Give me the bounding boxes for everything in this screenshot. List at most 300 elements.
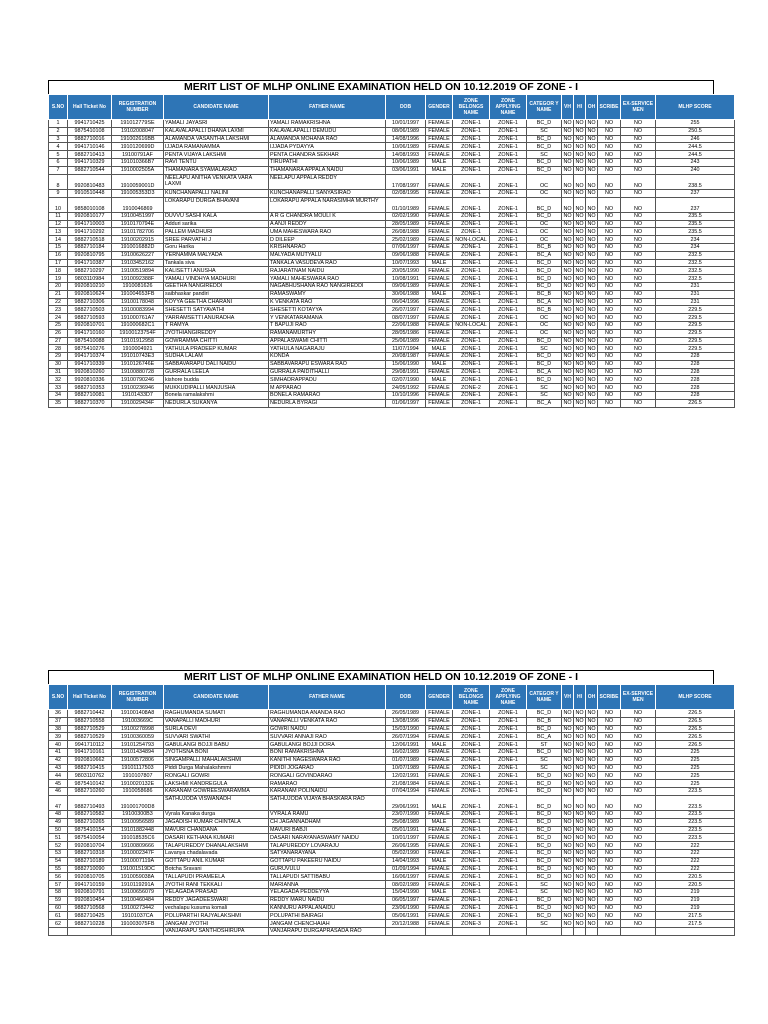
table-cell: BC_D — [527, 857, 562, 865]
table-cell: 19100572​806 — [112, 756, 164, 764]
table-row — [49, 873, 735, 881]
table-cell: NO — [598, 321, 621, 329]
table-cell: ZONE-1 — [453, 314, 490, 322]
table-cell: Piddi Durga Mahalakshmmi — [164, 764, 269, 772]
table-cell: BC_D — [527, 826, 562, 834]
column-header: SCRIBE — [598, 685, 621, 710]
table-cell: ZONE-1 — [453, 795, 490, 810]
table-cell: ZONE-1 — [490, 865, 527, 873]
table-cell: FEMALE — [426, 135, 453, 143]
column-header: REGISTRATION NUMBER — [112, 685, 164, 710]
table-cell: FEMALE — [426, 353, 453, 361]
table-cell: FEMALE — [426, 756, 453, 764]
table-cell: 217.5 — [656, 920, 735, 928]
table-cell: 10 — [49, 197, 68, 212]
table-cell: NAGABHUSHANA RAO NANGIREDDI — [269, 282, 386, 290]
table-cell: SC — [527, 127, 562, 135]
table-cell: NO — [598, 834, 621, 842]
table-cell: TALLAPUDI PRAMEELA — [164, 873, 269, 881]
table-cell: NO — [563, 858, 572, 865]
table-cell: ZONE-1 — [490, 282, 527, 290]
table-cell: ZONE-1 — [490, 888, 527, 896]
table-cell: REDDY JAGADEESWARI — [164, 896, 269, 904]
table-cell: ZONE-1 — [453, 174, 490, 189]
table-cell: NO — [575, 376, 584, 383]
table-cell: NO — [575, 811, 584, 818]
merit-table — [48, 94, 735, 408]
table-cell: FEMALE — [426, 881, 453, 889]
column-header: FATHER NAME — [269, 95, 386, 120]
table-cell: NO — [621, 826, 656, 834]
table-cell: Goru Harika — [164, 243, 269, 251]
table-cell: FEMALE — [426, 780, 453, 788]
table-cell: NO — [621, 741, 656, 749]
table-cell: NO — [587, 345, 596, 352]
table-cell: NO — [598, 772, 621, 780]
table-cell: APPALASWAMI CHITTI — [269, 337, 386, 345]
table-cell: 237 — [656, 189, 735, 197]
table-cell: NO — [575, 361, 584, 368]
table-cell: SUDHA LALAM — [164, 353, 269, 361]
table-cell: NO — [575, 819, 584, 826]
table-cell: ZONE-1 — [490, 228, 527, 236]
table-cell: ZONE-1 — [453, 756, 490, 764]
table-cell: ZONE-1 — [490, 174, 527, 189]
table-cell: NO — [621, 772, 656, 780]
table-cell: FEMALE — [426, 873, 453, 881]
table-cell: 01/10/1989 — [386, 197, 426, 212]
table-cell: BC_D — [527, 275, 562, 283]
table-row — [49, 127, 735, 135]
table-cell: 223.5 — [656, 834, 735, 842]
table-cell: 19101707​94E — [112, 220, 164, 228]
table-cell: BC_D — [527, 135, 562, 143]
table-cell: YAMALI JAYASRI — [164, 120, 269, 128]
table-cell: ZONE-1 — [490, 135, 527, 143]
table-cell: 26 — [49, 329, 68, 337]
table-cell: NO — [587, 392, 596, 399]
table-row — [49, 748, 735, 756]
table-cell: 19100465​3FB — [112, 290, 164, 298]
column-header: SCRIBE — [598, 95, 621, 120]
table-cell: BC_D — [527, 912, 562, 920]
table-cell: ZONE-1 — [453, 228, 490, 236]
table-cell: NO — [598, 896, 621, 904]
table-cell: KARANAM GOWREESWARAMMA — [164, 787, 269, 795]
table-cell: 9920810336 — [68, 376, 112, 384]
table-cell: 9920810624 — [68, 290, 112, 298]
table-cell: 19100023​47F — [112, 849, 164, 857]
table-row — [49, 741, 735, 749]
table-cell: NO — [575, 353, 584, 360]
table-cell: BC_D — [527, 282, 562, 290]
table-cell: ZONE-1 — [490, 166, 527, 174]
column-header: GENDER — [426, 685, 453, 710]
table-cell: ZONE-1 — [453, 399, 490, 407]
table-cell: ZONE-1 — [453, 251, 490, 259]
table-cell: ZONE-1 — [453, 189, 490, 197]
table-cell: 225 — [656, 756, 735, 764]
table-cell: NO — [621, 353, 656, 361]
table-row — [49, 360, 735, 368]
table-cell: 9941710112 — [68, 741, 112, 749]
table-cell: FEMALE — [426, 189, 453, 197]
table-cell: NO — [562, 174, 574, 189]
table-cell: NO — [563, 120, 572, 127]
table-cell: NO — [587, 897, 596, 904]
table-cell: NO — [575, 384, 584, 391]
table-cell: JYOTHIANGIREDDY — [164, 329, 269, 337]
table-cell: 48 — [49, 810, 68, 818]
table-cell: NO — [621, 360, 656, 368]
table-cell: SHESETTI KOTAYYA — [269, 306, 386, 314]
table-cell: ZONE-1 — [453, 143, 490, 151]
table-cell: BC_B — [527, 306, 562, 314]
table-cell: JANGAM CHENCHAIAH — [269, 920, 386, 928]
table-cell: ZONE-1 — [453, 197, 490, 212]
table-cell: NO — [621, 881, 656, 889]
table-cell: FEMALE — [426, 710, 453, 718]
table-cell: 223.5 — [656, 810, 735, 818]
table-cell: NO — [598, 904, 621, 912]
table-cell: ZONE-1 — [490, 298, 527, 306]
table-cell: 51 — [49, 834, 68, 842]
table-cell: NO — [621, 151, 656, 159]
table-cell: MALE — [426, 360, 453, 368]
merit-table — [48, 684, 735, 936]
table-row — [49, 329, 735, 337]
table-cell: 10/06/1989 — [386, 143, 426, 151]
table-cell: NO — [563, 764, 572, 771]
table-cell: 225 — [656, 764, 735, 772]
table-row — [49, 818, 735, 826]
table-cell: ZONE-1 — [453, 353, 490, 361]
table-cell: 9882710425 — [68, 912, 112, 920]
table-cell: NO — [587, 819, 596, 826]
table-row — [49, 392, 735, 400]
table-cell: 19100307​5FB — [112, 920, 164, 928]
table-cell: ZONE-1 — [453, 873, 490, 881]
table-cell: LOKARAPU APPALA NARASIMHA MURTHY — [269, 197, 386, 212]
table-cell — [49, 927, 68, 935]
table-cell: ZONE-1 — [490, 717, 527, 725]
column-header: MLHP SCORE — [656, 685, 735, 710]
table-cell: 217.5 — [656, 912, 735, 920]
table-cell: VANAPALLI MADHURI — [164, 717, 269, 725]
table-cell: FEMALE — [426, 849, 453, 857]
table-cell: ZONE-1 — [490, 741, 527, 749]
table-cell: 9920810483 — [68, 174, 112, 189]
table-cell: BC_D — [527, 810, 562, 818]
table-cell: NO — [587, 725, 596, 732]
table-cell: NO — [621, 290, 656, 298]
table-cell: BC_D — [527, 834, 562, 842]
table-row — [49, 725, 735, 733]
table-cell: NO — [621, 904, 656, 912]
table-cell: FEMALE — [426, 329, 453, 337]
table-cell: NO — [621, 267, 656, 275]
table-cell: NO — [598, 912, 621, 920]
table-cell: 9882710370 — [68, 399, 112, 407]
table-cell: NO — [621, 842, 656, 850]
table-cell: 9875410054 — [68, 834, 112, 842]
table-cell: ZONE-1 — [490, 158, 527, 166]
table-cell: BC_D — [527, 787, 562, 795]
table-cell: MARIANNA — [269, 881, 386, 889]
table-cell: ZONE-1 — [490, 321, 527, 329]
table-cell: NO — [621, 787, 656, 795]
table-cell: MALE — [426, 290, 453, 298]
table-cell: MALE — [426, 741, 453, 749]
table-cell: 30 — [49, 360, 68, 368]
table-cell: NO — [598, 826, 621, 834]
table-cell: ZONE-1 — [490, 842, 527, 850]
table-cell: 240 — [656, 166, 735, 174]
table-cell: SREE PARVATHI J — [164, 236, 269, 244]
table-cell: FEMALE — [426, 733, 453, 741]
table-cell: NO — [575, 842, 584, 849]
table-cell: 19101192​91A — [112, 881, 164, 889]
table-cell: 9882710558 — [68, 717, 112, 725]
table-cell: BC_D — [527, 353, 562, 361]
table-cell: NO — [587, 167, 596, 174]
table-cell: 19100790​246 — [112, 376, 164, 384]
table-cell: 19100451997 — [112, 212, 164, 220]
table-row — [49, 764, 735, 772]
table-cell: MALE — [426, 376, 453, 384]
table-cell: 17/08/1997 — [386, 174, 426, 189]
table-cell: KONDA — [269, 353, 386, 361]
table-cell: NO — [587, 306, 596, 313]
table-cell: MALE — [426, 158, 453, 166]
table-cell: BC_D — [527, 748, 562, 756]
table-cell: 9920810177 — [68, 212, 112, 220]
table-cell — [453, 927, 490, 935]
table-cell: 9882710529 — [68, 725, 112, 733]
table-row — [49, 772, 735, 780]
table-cell: BONELA RAMARAO — [269, 392, 386, 400]
table-cell: GURRALA LEELA — [164, 368, 269, 376]
table-cell: ZONE-1 — [453, 733, 490, 741]
table-cell: 9882710503 — [68, 306, 112, 314]
table-cell: NO — [587, 330, 596, 337]
table-cell: NO — [563, 267, 572, 274]
table-cell: ZONE-1 — [490, 904, 527, 912]
table-row — [49, 904, 735, 912]
table-cell: 9920810454 — [68, 896, 112, 904]
table-cell: 9882710189 — [68, 857, 112, 865]
table-cell: 08/06/1989 — [386, 127, 426, 135]
table-cell: FEMALE — [426, 810, 453, 818]
table-cell: NON-LOCAL — [453, 236, 490, 244]
table-cell: 26/06/1995 — [386, 842, 426, 850]
table-cell: NO — [575, 120, 584, 127]
table-row — [49, 189, 735, 197]
table-cell: NO — [563, 283, 572, 290]
table-cell: NO — [621, 834, 656, 842]
table-cell: 235.5 — [656, 228, 735, 236]
column-header: DOB — [386, 685, 426, 710]
table-cell: ZONE-1 — [453, 772, 490, 780]
table-cell: ZONE-1 — [453, 166, 490, 174]
table-cell: NO — [598, 780, 621, 788]
table-cell: NO — [575, 267, 584, 274]
table-cell: NO — [575, 780, 584, 787]
column-header: ZONE APPLYING NAME — [490, 95, 527, 120]
table-cell: BC_A — [527, 399, 562, 407]
merit-list-sheet-2 — [48, 670, 714, 936]
table-cell: 229.5 — [656, 345, 735, 353]
table-cell: ZONE-1 — [453, 787, 490, 795]
table-cell: SATHUJODA VISWANADH — [164, 795, 269, 810]
table-cell: SUVVARI SWATHI — [164, 733, 269, 741]
table-cell: NO — [587, 881, 596, 888]
table-cell: 57 — [49, 881, 68, 889]
table-cell: 235.5 — [656, 212, 735, 220]
table-cell: NO — [621, 849, 656, 857]
table-cell: PENTA CHANDRA SEKHAR — [269, 151, 386, 159]
table-cell: NO — [563, 741, 572, 748]
table-cell: 19100300​B3 — [112, 810, 164, 818]
table-cell: 9941710339 — [68, 360, 112, 368]
table-cell: NO — [587, 741, 596, 748]
table-row — [49, 888, 735, 896]
table-cell: NO — [563, 298, 572, 305]
table-cell: ZONE-1 — [490, 725, 527, 733]
column-header: ZONE BELONGS NAME — [453, 95, 490, 120]
table-cell: NO — [587, 865, 596, 872]
table-cell: ZONE-1 — [490, 376, 527, 384]
table-cell: NEELAPU ANITHA VENKATA VARA LAXMI — [164, 174, 269, 189]
table-cell: 1 — [49, 120, 68, 128]
table-cell: 234 — [656, 243, 735, 251]
table-cell: NO — [598, 243, 621, 251]
table-cell: NO — [621, 314, 656, 322]
table-cell: 01/06/1997 — [386, 399, 426, 407]
table-cell: NO — [598, 384, 621, 392]
table-cell: KALAVALAPALLI DHANA LAXMI — [164, 127, 269, 135]
column-header: ZONE APPLYING NAME — [490, 685, 527, 710]
table-cell: SATHUJODA VIJAYA BHASKARA RAO — [269, 795, 386, 810]
table-row — [49, 810, 735, 818]
table-cell: ZONE-1 — [490, 392, 527, 400]
table-cell: 49 — [49, 818, 68, 826]
table-cell: 05/02/1990 — [386, 849, 426, 857]
table-cell: ZONE-1 — [453, 857, 490, 865]
table-cell: ZONE-1 — [490, 337, 527, 345]
table-cell: NO — [575, 889, 584, 896]
table-cell: 19100278​998 — [112, 725, 164, 733]
table-cell: NO — [598, 337, 621, 345]
table-cell: TALAPUREDDY DHANALAKSHMI — [164, 842, 269, 850]
table-cell: NO — [575, 220, 584, 227]
table-cell: NO — [621, 158, 656, 166]
table-cell: NO — [598, 236, 621, 244]
table-cell: BC_D — [527, 337, 562, 345]
table-cell: NO — [621, 189, 656, 197]
table-cell: 223.5 — [656, 795, 735, 810]
table-cell: NO — [598, 756, 621, 764]
table-cell: 34 — [49, 392, 68, 400]
table-cell: 229.5 — [656, 314, 735, 322]
table-cell: OC — [527, 220, 562, 228]
table-cell: 29/08/1991 — [386, 368, 426, 376]
table-cell: 237 — [656, 197, 735, 212]
table-cell: ZONE-1 — [453, 780, 490, 788]
table-cell — [426, 927, 453, 935]
table-cell: NO — [575, 873, 584, 880]
table-row — [49, 135, 735, 143]
table-cell: 20/08/1987 — [386, 353, 426, 361]
table-cell: FEMALE — [426, 904, 453, 912]
table-cell: RAMANAMURTHY — [269, 329, 386, 337]
table-cell: JYOTHI RANI TEKKALI — [164, 881, 269, 889]
table-cell: NO — [621, 748, 656, 756]
table-cell: 19100178​048 — [112, 298, 164, 306]
table-cell: YAMALI VINDHYA MADHURI — [164, 275, 269, 283]
table-cell: BC_D — [527, 725, 562, 733]
table-cell: NO — [598, 220, 621, 228]
table-cell: NO — [598, 392, 621, 400]
table-cell: MALE — [426, 795, 453, 810]
table-cell: 9910510448 — [68, 189, 112, 197]
table-cell: NO — [598, 710, 621, 718]
table-cell: YARRAMSETTI ANURADHA — [164, 314, 269, 322]
table-cell: FEMALE — [426, 399, 453, 407]
table-cell: GOWRI NAIDU — [269, 725, 386, 733]
table-cell: FEMALE — [426, 384, 453, 392]
table-cell: NO — [563, 228, 572, 235]
table-cell: 26/08/1988 — [386, 228, 426, 236]
table-cell: 9882710518 — [68, 236, 112, 244]
table-cell: 31 — [49, 368, 68, 376]
table-cell: 225 — [656, 780, 735, 788]
table-cell — [621, 927, 656, 935]
table-cell: ZONE-1 — [490, 826, 527, 834]
table-cell: 9920810701 — [68, 321, 112, 329]
table-cell: NO — [621, 912, 656, 920]
table-cell: NO — [598, 212, 621, 220]
table-cell: 235.5 — [656, 220, 735, 228]
table-cell: NO — [621, 345, 656, 353]
table-cell: 9882710090 — [68, 865, 112, 873]
table-cell: BC_D — [527, 212, 562, 220]
table-cell: BC_D — [527, 267, 562, 275]
table-cell: NO — [587, 220, 596, 227]
table-cell: NO — [563, 167, 572, 174]
table-cell: NO — [587, 228, 596, 235]
table-cell: 226.5 — [656, 717, 735, 725]
table-cell: NO — [563, 842, 572, 849]
table-cell: NEDURLA SUKANYA — [164, 399, 269, 407]
table-cell: OC — [527, 236, 562, 244]
table-row — [49, 243, 735, 251]
merit-list-sheet-1 — [48, 80, 714, 408]
table-cell: NO — [575, 772, 584, 779]
table-cell: ZONE-1 — [453, 710, 490, 718]
table-cell: THAMANARA SYAMALARAO — [164, 166, 269, 174]
table-cell: FEMALE — [426, 298, 453, 306]
table-cell: 02/07/1990 — [386, 376, 426, 384]
table-cell: 19101078​07 — [112, 772, 164, 780]
table-cell: NO — [621, 143, 656, 151]
column-header: VH — [562, 95, 574, 120]
table-cell: 238.5 — [656, 174, 735, 189]
table-cell: SHESETTI SATYAVATHI — [164, 306, 269, 314]
table-cell: ZONE-1 — [453, 904, 490, 912]
table-cell: NO — [587, 710, 596, 717]
table-cell: 219 — [656, 896, 735, 904]
